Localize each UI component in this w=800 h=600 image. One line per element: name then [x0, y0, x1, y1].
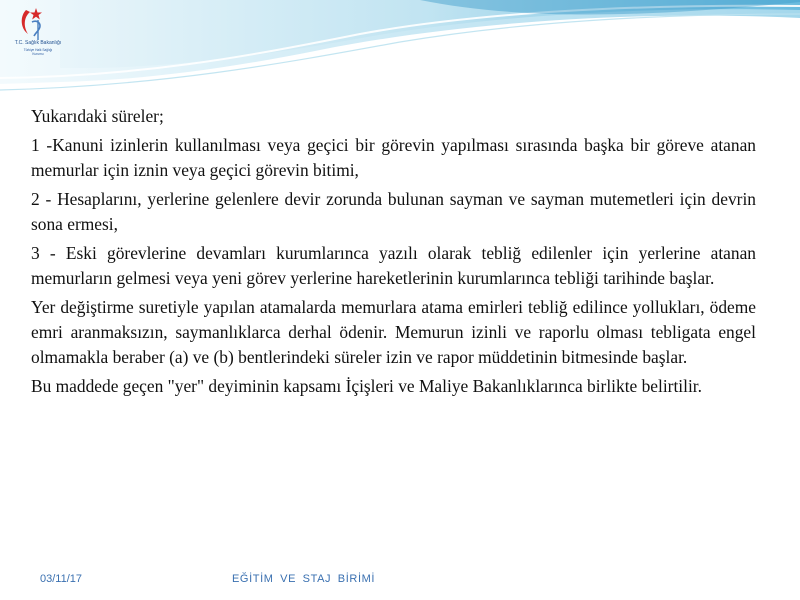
paragraph: Bu maddede geçen "yer" deyiminin kapsamı İçişleri ve Maliye Bakanlıklarınca birlikte belirtilir.	[31, 376, 702, 396]
logo-org-name: T.C. Sağlık Bakanlığı	[14, 40, 62, 46]
ministry-logo-icon	[6, 4, 70, 70]
logo-sub-line: Türkiye Halk Sağlığı	[23, 48, 53, 52]
logo-sub-line: Kurumu	[32, 52, 44, 56]
body-text	[31, 104, 756, 403]
header-wave-decoration	[0, 0, 800, 110]
paragraph: 3 - Eski görevlerine devamları kurumlarınca yazılı olarak tebliğ edilenler için yerlerine atanan memurların gelmesi veya yeni görev yerlerine hareketlerinin kurumlarınca tebliği tarihinde başlar.	[31, 243, 756, 288]
paragraph: Yukarıdaki süreler;	[31, 106, 164, 126]
paragraph: Yer değiştirme suretiyle yapılan atamalarda memurlara atama emirleri tebliğ edilince yollukları, ödeme emri aranmaksızın, saymanlıklarca derhal ödenir. Memurun izinli ve raporlu olması tebligata engel olmamakla beraber (a) ve (b) bentlerindeki süreler izin ve rapor müddetinin bitmesinde başlar.	[31, 297, 756, 367]
footer-unit-name: EĞİTİM VE STAJ BİRİMİ	[232, 573, 376, 585]
footer-date: 03/11/17	[40, 573, 83, 585]
paragraph: 1 -Kanuni izinlerin kullanılması veya geçici bir görevin yapılması sırasında başka bir göreve atanan memurlar için iznin veya geçici görevin bitimi,	[31, 135, 756, 180]
logo-sub-text	[16, 48, 60, 56]
paragraph: 2 - Hesaplarını, yerlerine gelenlere devir zorunda bulunan sayman ve sayman mutemetleri için devrin sona ermesi,	[31, 189, 756, 234]
